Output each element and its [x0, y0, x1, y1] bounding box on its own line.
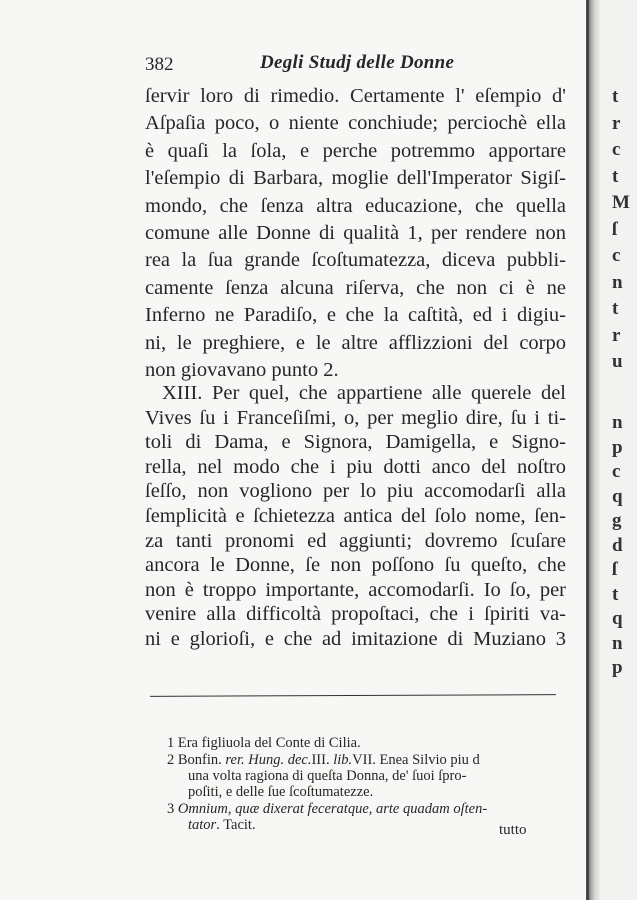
neighbor-letter: t — [612, 165, 619, 187]
text-line: l'eſempio di Barbara, moglie dell'Imperator Sigiſ- — [145, 167, 566, 190]
footnote-number: 1 — [167, 735, 175, 751]
neighbor-letter: p — [612, 436, 623, 458]
page-header — [145, 52, 565, 78]
text-line: camente ſenza alcuna riſerva, che non ci è ne — [145, 276, 566, 299]
neighbor-letter: p — [612, 657, 623, 678]
footnote-text: Omnium, quæ dixerat feceratque, arte quadam oſten- — [177, 801, 488, 817]
text-line: mondo, che ſenza altra educazione, che quella — [145, 194, 566, 217]
footnote-3-line-2 — [188, 817, 256, 833]
catchword: tutto — [499, 822, 527, 838]
text-line: è quaſi la ſola, e perche potremmo apportare — [145, 139, 566, 162]
footnote-text: . Tacit. — [216, 817, 256, 833]
text-line: za tanti pronomi ed aggiunti; dovremo ſcuſare — [145, 529, 566, 552]
text-line: Aſpaſia poco, o niente conchiude; perciochè ella — [145, 112, 566, 135]
text-line: Vives ſu i Franceſiſmi, o, per meglio dire, ſu i ti- — [145, 406, 566, 429]
text-line: rea la ſua grande ſcoſtumatezza, diceva pubbli- — [145, 249, 566, 272]
neighbor-letter: n — [612, 412, 623, 433]
neighbor-letter: n — [612, 632, 623, 654]
text-line: ni, le preghiere, e le altre afflizzioni del corpo — [145, 331, 566, 354]
text-line: comune alle Donne di qualità 1, per rendere non — [145, 222, 566, 244]
neighbor-letter: q — [612, 485, 623, 507]
neighbor-letter: g — [612, 510, 622, 531]
text-line: rella, nel modo che i piu dotti anco del noſtro — [145, 455, 566, 478]
neighbor-letter: d — [612, 534, 623, 556]
neighbor-letter: r — [612, 324, 621, 346]
footnote-2 — [167, 752, 480, 768]
neighbor-letter: u — [612, 351, 623, 372]
footnote-text: Era figliuola del Conte di Cilia. — [177, 735, 361, 751]
text-line: XIII. Per quel, che appartiene alle querele del — [162, 382, 566, 404]
footnote-2-line-3: poſiti, e delle ſue ſcoſtumatezze. — [188, 784, 374, 800]
text-line: venire alla difficoltà propoſtaci, che i ſpiriti va- — [145, 603, 566, 626]
footnote-rule — [150, 694, 556, 697]
footnote-number: 3 — [167, 801, 175, 817]
neighbor-letter: r — [612, 112, 621, 134]
footnote-number: 2 — [167, 752, 175, 768]
neighbor-letter: ſ — [612, 559, 618, 580]
footnote-text: tator — [188, 817, 217, 833]
neighbor-letter: M — [612, 192, 630, 213]
footnote-text: III. — [311, 752, 330, 768]
neighbor-letter: c — [612, 461, 621, 482]
footnote-3 — [167, 801, 487, 817]
neighbor-letter: c — [612, 139, 621, 160]
book-gutter — [586, 0, 600, 900]
text-line: ni e glorioſi, e che ad imitazione di Muziano 3 — [145, 628, 566, 650]
text-line: Inferno ne Paradiſo, e che la caſtità, ed i digiu- — [145, 304, 566, 327]
footnote-2-line-2: una volta ragiona di queſta Donna, de' ſuoi ſpro- — [188, 768, 467, 784]
footnote-text: VII. Enea Silvio piu d — [352, 752, 480, 768]
footnote-text: rer. Hung. dec. — [225, 752, 312, 768]
neighbor-letter: c — [612, 245, 621, 266]
text-line: ancora le Donne, ſe non poſſono ſu queſto, che — [145, 554, 566, 577]
footnote-1 — [167, 735, 361, 751]
neighbor-letter: t — [612, 86, 619, 107]
footnote-text: Bonfin. — [177, 752, 222, 768]
running-title: Degli Studj delle Donne — [260, 52, 455, 73]
text-line: toli di Dama, e Signora, Damigella, e Signo- — [145, 431, 566, 454]
text-line: non giovavano punto 2. — [145, 359, 339, 381]
footnote-text: lib. — [333, 752, 353, 768]
neighbor-letter: t — [612, 583, 619, 605]
text-line: ſemplicità e ſchietezza antica del ſolo nome, ſen- — [145, 505, 566, 527]
text-line: non è troppo importante, accomodarſi. Io ſo, per — [145, 578, 566, 601]
text-line: ſeſſo, non vogliono per lo piu accomodarſi alla — [145, 480, 566, 503]
neighbor-letter: q — [612, 608, 623, 629]
neighbor-letter: n — [612, 271, 623, 293]
text-line: ſervir loro di rimedio. Certamente l' eſempio d' — [145, 85, 566, 107]
neighbor-letter: ſ — [612, 218, 618, 240]
neighbor-letter: t — [612, 298, 619, 319]
page-number: 382 — [145, 54, 174, 75]
